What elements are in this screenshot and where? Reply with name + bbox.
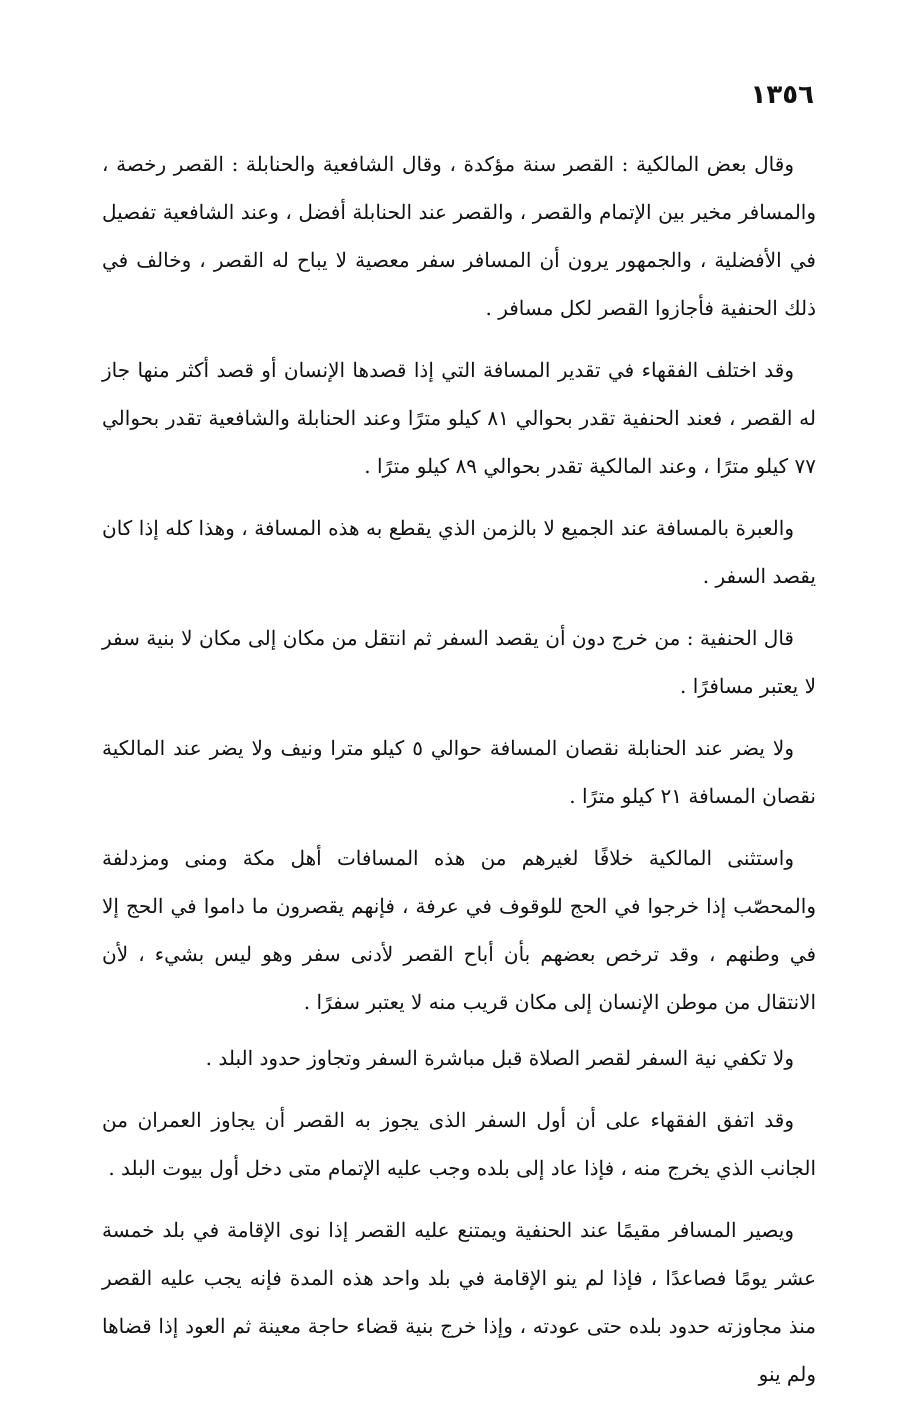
- paragraph: وقد اختلف الفقهاء في تقدير المسافة التي إذا قصدها الإنسان أو قصد أكثر منها جاز له القصر ، فعند الحنفية تقدر بحوالي ٨١ كيلو مترًا وعند الحنابلة والشافعية تقدر بحوالي ٧٧ كيلو مترًا ، وعند المالكية تقدر بحوالي ٨٩ كيلو مترًا .: [102, 358, 816, 478]
- paragraph: وقد اتفق الفقهاء على أن أول السفر الذى يجوز به القصر أن يجاوز العمران من الجانب الذي يخرج منه ، فإذا عاد إلى بلده وجب عليه الإتمام متى دخل أول بيوت البلد .: [102, 1108, 816, 1180]
- paragraph: واستثنى المالكية خلافًا لغيرهم من هذه المسافات أهل مكة ومنى ومزدلفة والمحصّب إذا خرجوا في الحج للوقوف في عرفة ، فإنهم يقصرون ما داموا في الحج إلا في وطنهم ، وقد ترخص بعضهم بأن أباح القصر لأدنى سفر وهو ليس بشيء ، لأن الانتقال من موطن الإنسان إلى مكان قريب منه لا يعتبر سفرًا .: [102, 846, 816, 1014]
- paragraph: ولا تكفي نية السفر لقصر الصلاة قبل مباشرة السفر وتجاوز حدود البلد .: [205, 1046, 794, 1070]
- paragraph: ويصير المسافر مقيمًا عند الحنفية ويمتنع عليه القصر إذا نوى الإقامة في بلد خمسة عشر يومًا فصاعدًا ، فإذا لم ينو الإقامة في بلد واحد هذه المدة فإنه يجب عليه القصر منذ مجاوزته حدود بلده حتى عودته ، وإذا خرج بنية قضاء حاجة معينة ثم العود إذا قضاها ولم ينو: [102, 1218, 816, 1386]
- page-number: ١٣٥٦: [750, 80, 814, 110]
- paragraph: قال الحنفية : من خرج دون أن يقصد السفر ثم انتقل من مكان إلى مكان لا بنية سفر لا يعتبر مسافرًا .: [102, 626, 816, 698]
- body-text: [102, 140, 816, 1412]
- paragraph: ولا يضر عند الحنابلة نقصان المسافة حوالي ٥ كيلو مترا ونيف ولا يضر عند المالكية نقصان المسافة ٢١ كيلو مترًا .: [102, 736, 816, 808]
- paragraph: وقال بعض المالكية : القصر سنة مؤكدة ، وقال الشافعية والحنابلة : القصر رخصة ، والمسافر مخير بين الإتمام والقصر ، والقصر عند الحنابلة أفضل ، وعند الشافعية تفصيل في الأفضلية ، والجمهور يرون أن المسافر سفر معصية لا يباح له القصر ، وخالف في ذلك الحنفية فأجازوا القصر لكل مسافر .: [102, 152, 816, 320]
- paragraph: والعبرة بالمسافة عند الجميع لا بالزمن الذي يقطع به هذه المسافة ، وهذا كله إذا كان يقصد السفر .: [102, 516, 816, 588]
